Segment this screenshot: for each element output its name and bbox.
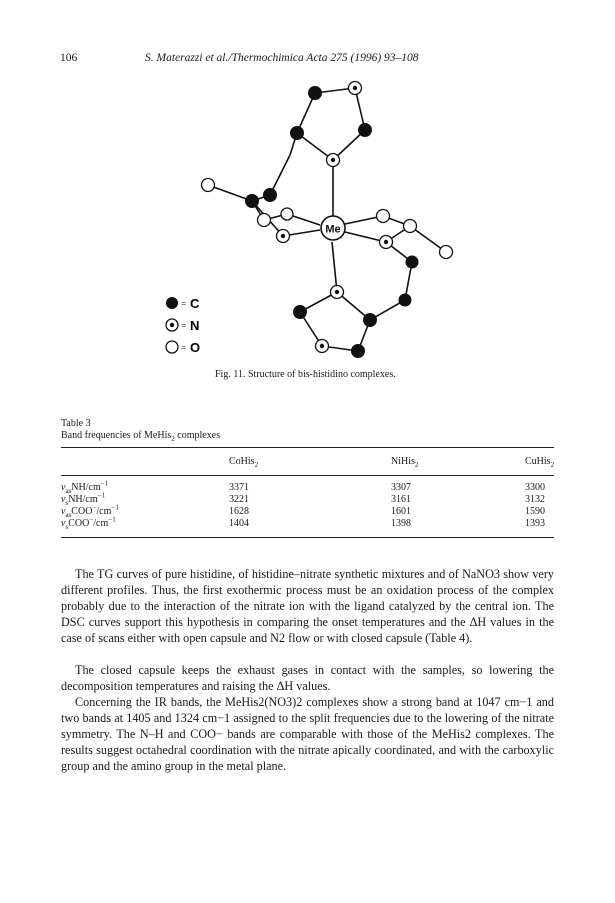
table-row-label: $\nu_sNH/cm^{-1}$ bbox=[61, 491, 106, 507]
table-cell: 1601 bbox=[391, 506, 411, 517]
body-paragraph-1: The TG curves of pure histidine, of histidine–nitrate synthetic mixtures and of NaNO3 show very different profiles. Thus, the first exothermic process must be an oxidation process of the complex probably due to the interaction of the nitrate ion with the ligand catalyzed by the central ion. The DSC curves support this hypothesis in comparing the onset temperatures and the ΔH values in the case of scans either with open capsule and N2 flow or with closed capsule (Table 4). bbox=[61, 567, 554, 645]
table-cell: 3221 bbox=[229, 494, 249, 505]
table-cell: 1398 bbox=[391, 518, 411, 529]
column-header-nihis2: NiHis$_2$ bbox=[391, 456, 419, 469]
table-caption bbox=[61, 418, 220, 442]
table-row-label: $\nu_sCOO^-/cm^{-1}$ bbox=[61, 515, 116, 531]
legend-oxygen-label: O bbox=[190, 340, 201, 355]
atom-legend bbox=[166, 296, 200, 355]
svg-text:=: = bbox=[181, 321, 187, 331]
table-cell: 1393 bbox=[525, 518, 545, 529]
svg-text:=: = bbox=[181, 299, 187, 309]
table-header-rule bbox=[61, 475, 554, 476]
body-paragraph-3: Concerning the IR bands, the MeHis2(NO3)2 complexes show a strong band at 1047 cm−1 and two bands at 1405 and 1324 cm−1 assigned to the split frequencies due to the lowering of the nitrate symmetry. The N–H and COO− bands are comparable with those of the MeHis2 complexes. The results suggest octahedral coordination with the nitrate apically coordinated, and with the carboxylic group and the amino group in the metal plane. bbox=[61, 695, 554, 773]
figure-caption: Fig. 11. Structure of bis-histidino complexes. bbox=[215, 369, 396, 380]
column-header-cuhis2: CuHis$_2$ bbox=[525, 456, 555, 469]
table-cell: 3371 bbox=[229, 482, 249, 493]
table-row-label: $\nu_{as}NH/cm^{-1}$ bbox=[61, 479, 109, 495]
table-row-label: $\nu_{as}COO^-/cm^{-1}$ bbox=[61, 503, 119, 519]
table-cell: 3132 bbox=[525, 494, 545, 505]
running-header-citation: S. Materazzi et al./Thermochimica Acta 275 (1996) 93–108 bbox=[145, 52, 419, 64]
table-title: Table 3 bbox=[61, 418, 91, 429]
bis-histidino-structure-figure bbox=[0, 0, 615, 380]
table-cell: 3300 bbox=[525, 482, 545, 493]
table-bottom-rule bbox=[61, 537, 554, 538]
table-cell: 3307 bbox=[391, 482, 411, 493]
legend-carbon-label: C bbox=[190, 296, 200, 311]
metal-center-label: Me bbox=[325, 223, 341, 236]
table-cell: 1590 bbox=[525, 506, 545, 517]
page-number: 106 bbox=[60, 52, 78, 64]
table-subtitle: Band frequencies of MeHis$_2$ complexes bbox=[61, 430, 221, 443]
table-top-rule bbox=[61, 447, 554, 448]
table-cell: 3161 bbox=[391, 494, 411, 505]
svg-text:=: = bbox=[181, 343, 187, 353]
legend-nitrogen-label: N bbox=[190, 318, 200, 333]
table-cell: 1628 bbox=[229, 506, 249, 517]
body-paragraph-2: The closed capsule keeps the exhaust gases in contact with the samples, so lowering the decomposition temperatures and raising the ΔH values. bbox=[61, 663, 554, 693]
legend-carbon-symbol bbox=[166, 297, 178, 309]
column-header-cohis2: CoHis$_2$ bbox=[229, 456, 259, 469]
legend-oxygen-symbol bbox=[166, 341, 178, 353]
table-cell: 1404 bbox=[229, 518, 249, 529]
